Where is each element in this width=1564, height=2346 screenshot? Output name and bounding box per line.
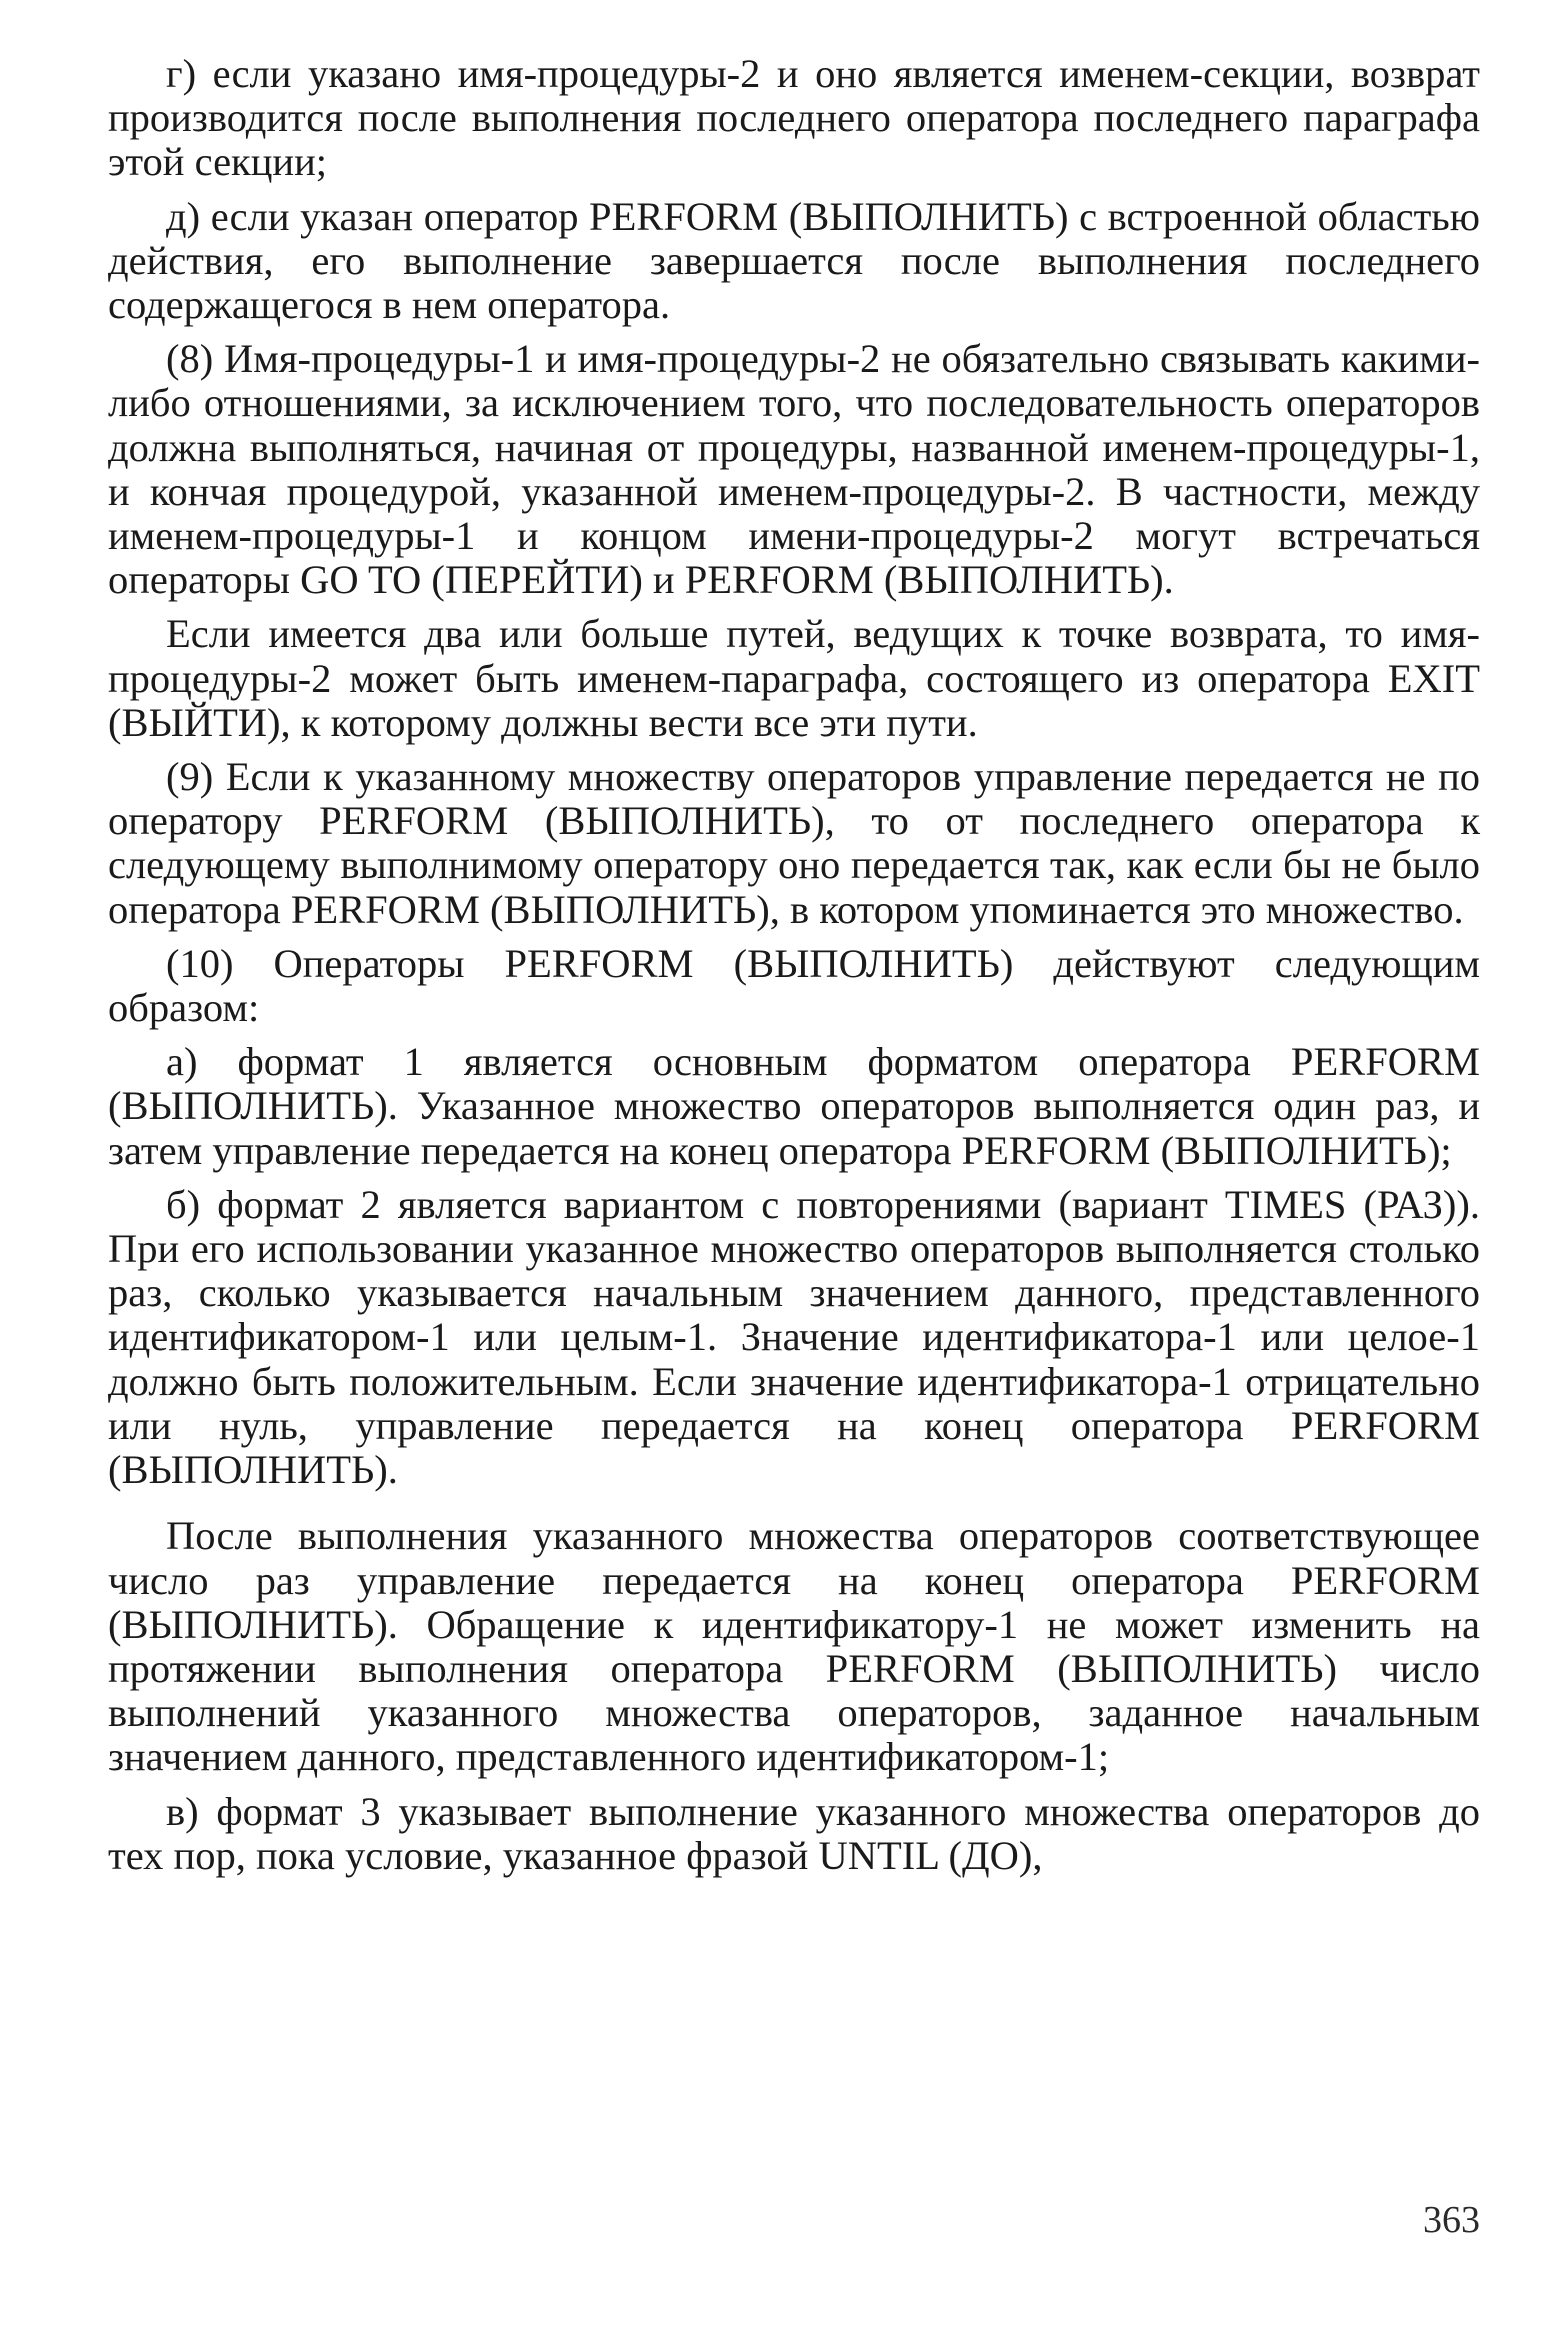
paragraph-g-section-return: г) если указано имя-процедуры-2 и оно является именем-секции, возврат производится после выполнения последнего оператора последнего параграфа этой секции; [108,51,1480,185]
paragraph-9-control-transfer: (9) Если к указанному множеству операторов управление передается не по оператору PERFORM (ВЫПОЛНИТЬ), то от последнего оператора к следующему выполнимому оператору оно передается так, как если бы не было оператора PERFORM (ВЫПОЛНИТЬ), в котором упоминается это множество. [108,754,1480,932]
paragraph-multiple-paths: Если имеется два или больше путей, ведущих к точке возврата, то имя-процедуры-2 может быть именем-параграфа, состоящего из оператора EXIT (ВЫЙТИ), к которому должны вести все эти пути. [108,611,1480,745]
paragraph-b-format-2: б) формат 2 является вариантом с повторениями (вариант TIMES (РАЗ)). При его использовании указанное множество операторов выполняется столько раз, сколько указывается начальным значением данного, представленного идентификатором-1 или целым-1. Значение идентификатора-1 или целое-1 должно быть положительным. Если значение идентификатора-1 отрицательно или нуль, управление передается на конец оператора PERFORM (ВЫПОЛНИТЬ). [108,1181,1480,1493]
paragraph-a-format-1: а) формат 1 является основным форматом оператора PERFORM (ВЫПОЛНИТЬ). Указанное множество операторов выполняется один раз, и затем управление передается на конец оператора PERFORM (ВЫПОЛНИТЬ); [108,1039,1480,1173]
page-body [108,52,1480,1888]
page-number: 363 [1423,2199,1480,2241]
paragraph-v-format-3: в) формат 3 указывает выполнение указанного множества операторов до тех пор, пока условие, указанное фразой UNTIL (ДО), [108,1788,1480,1878]
paragraph-8-procedure-names: (8) Имя-процедуры-1 и имя-процедуры-2 не обязательно связывать какими-либо отношениями, за исключением того, что последовательность операторов должна выполняться, начиная от процедуры, названной именем-процедуры-1, и кончая процедурой, указанной именем-процедуры-2. В частности, между именем-процедуры-1 и концом имени-процедуры-2 могут встречаться операторы GO TO (ПЕРЕЙТИ) и PERFORM (ВЫПОЛНИТЬ). [108,336,1480,603]
paragraph-after-execution: После выполнения указанного множества операторов соответствующее число раз управление передается на конец оператора PERFORM (ВЫПОЛНИТЬ). Обращение к идентификатору-1 не может изменить на протяжении выполнения оператора PERFORM (ВЫПОЛНИТЬ) число выполнений указанного множества операторов, заданное начальным значением данного, представленного идентификатором-1; [108,1513,1480,1780]
paragraph-10-perform-operation: (10) Операторы PERFORM (ВЫПОЛНИТЬ) действуют следующим образом: [108,940,1480,1031]
paragraph-d-inline-perform: д) если указан оператор PERFORM (ВЫПОЛНИТЬ) с встроенной областью действия, его выполнение завершается после выполнения последнего содержащегося в нем оператора. [108,193,1480,328]
